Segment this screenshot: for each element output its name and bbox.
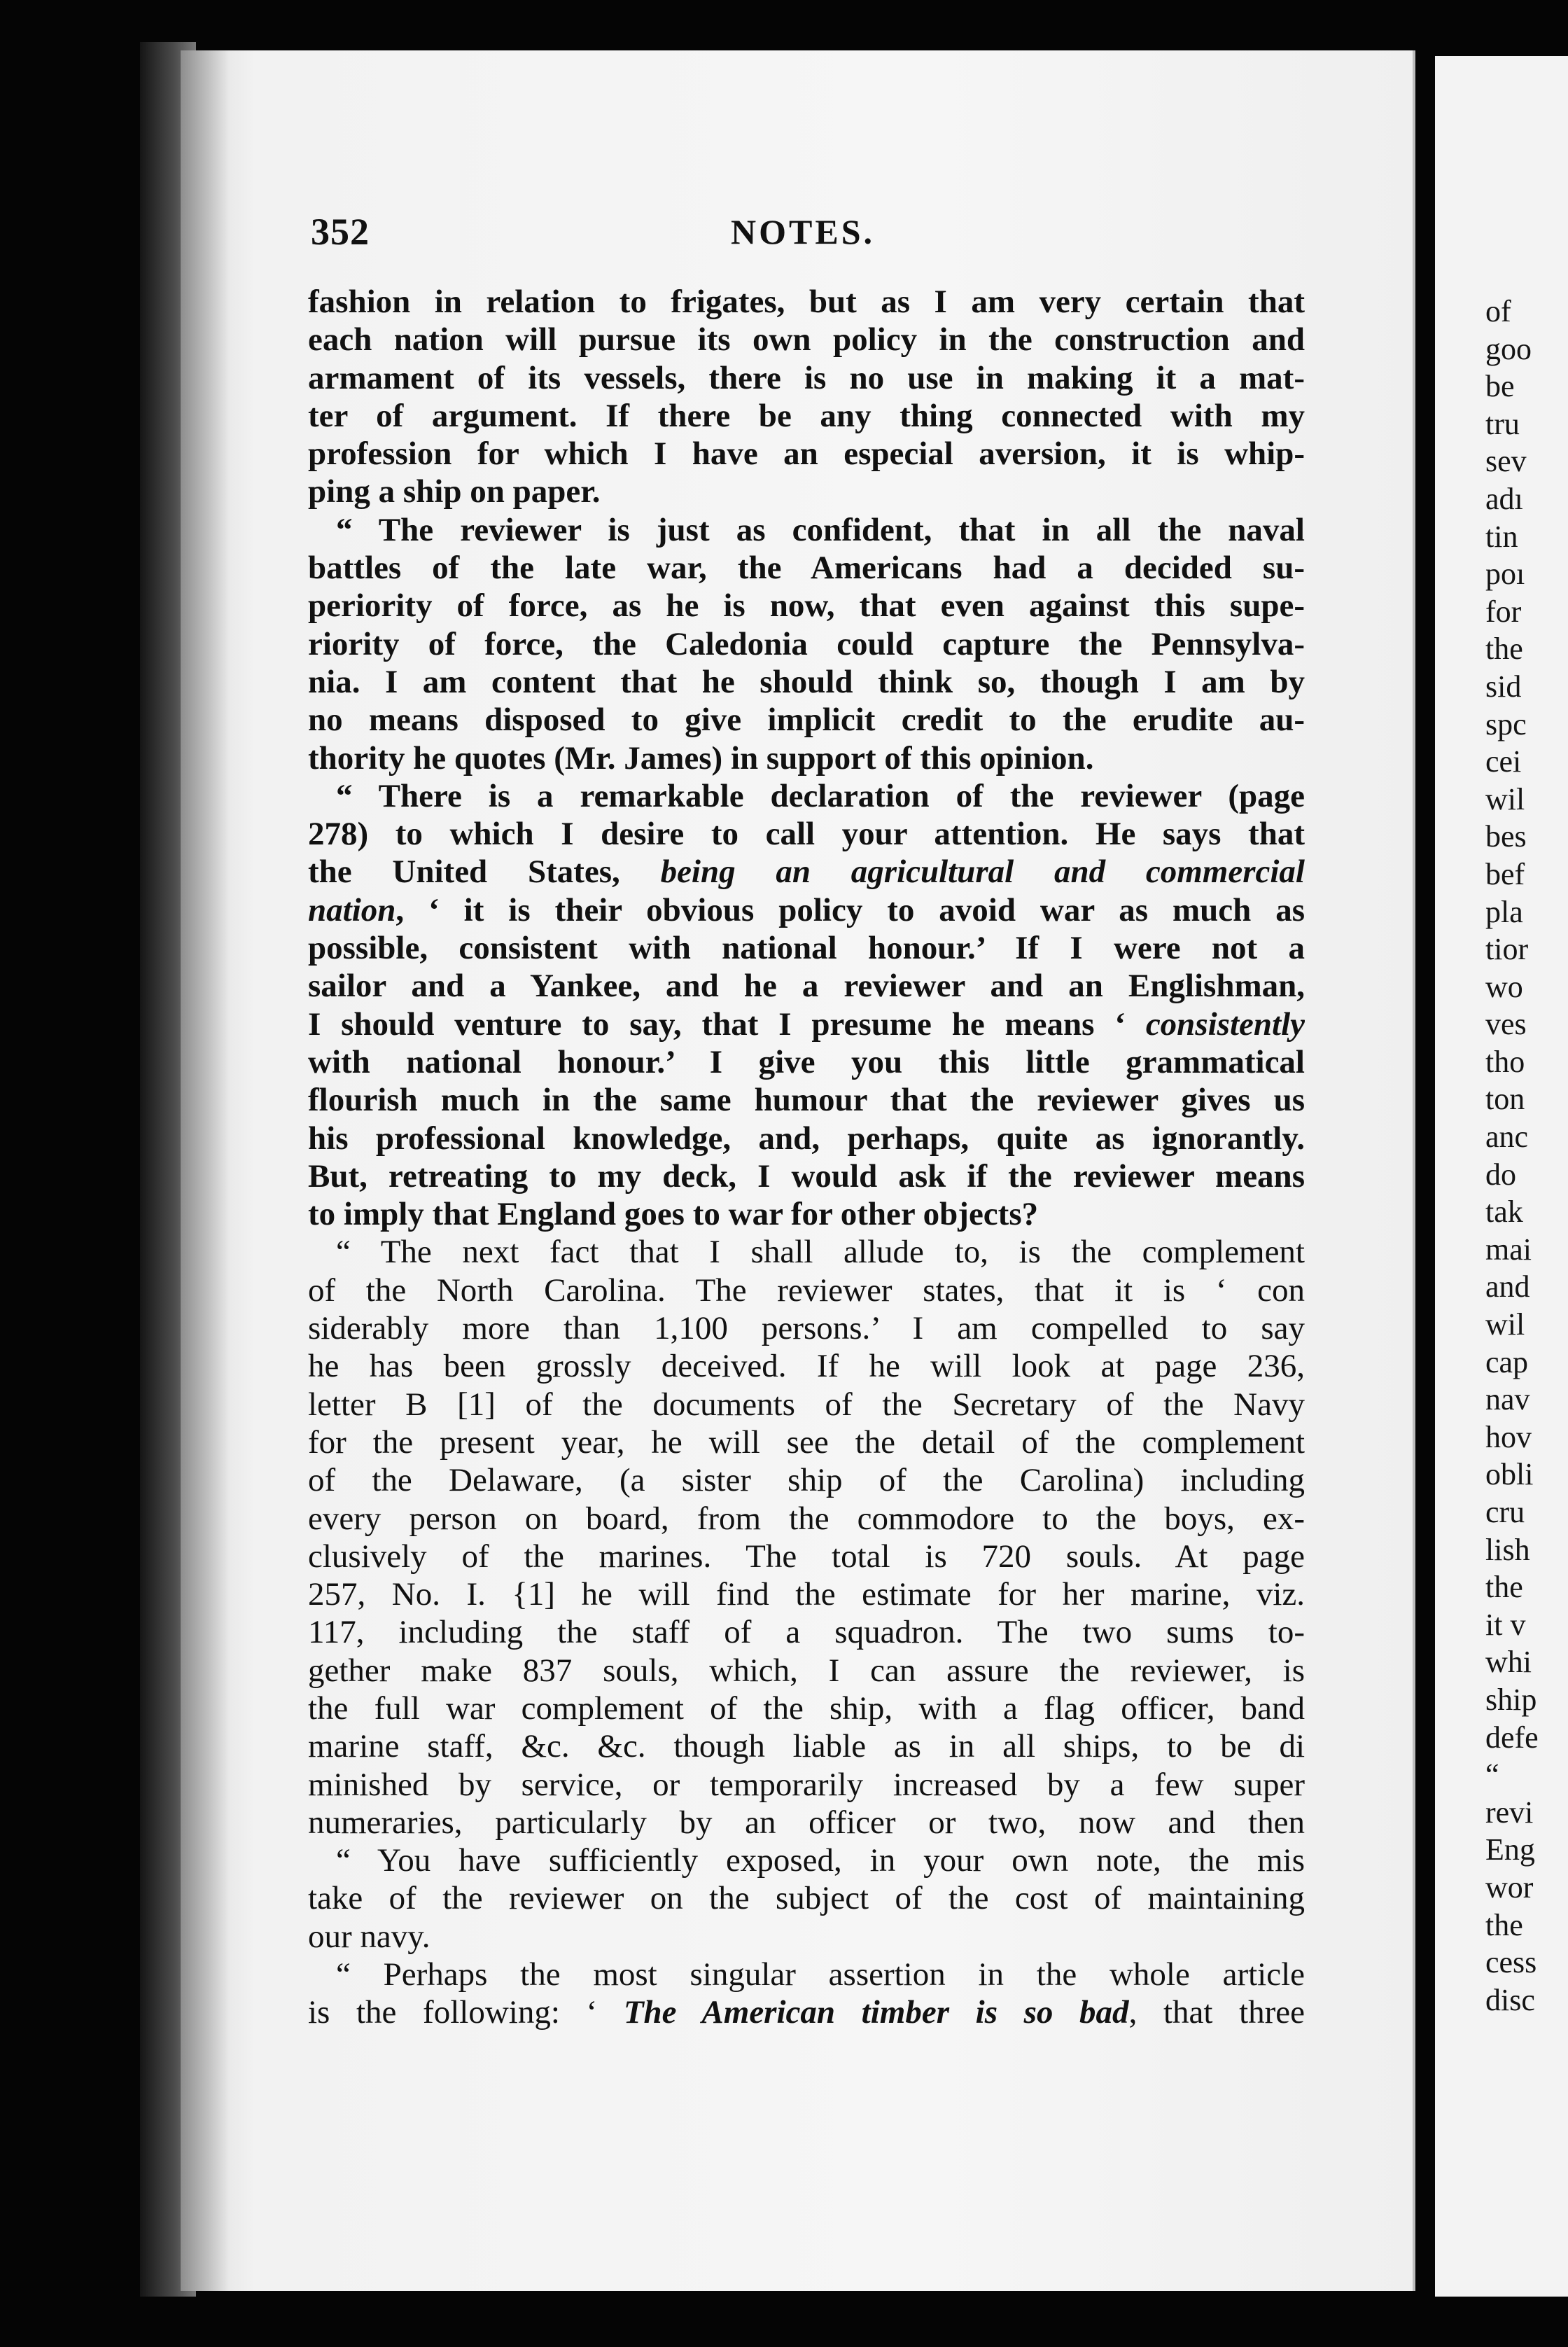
text-line: of the Delaware, (a sister ship of the Carolina) including xyxy=(308,1462,1305,1499)
text-line: periority of force, as he is now, that even against this supe- xyxy=(308,587,1305,625)
facing-text-fragment: revi xyxy=(1485,1795,1534,1830)
text-line: clusively of the marines. The total is 720 souls. At page xyxy=(308,1538,1305,1575)
text-line: armament of its vessels, there is no use in making it a mat- xyxy=(308,359,1305,396)
facing-text-fragment: cei xyxy=(1485,744,1522,779)
text-line: letter B [1] of the documents of the Secretary of the Navy xyxy=(308,1386,1305,1423)
text-line: his professional knowledge, and, perhaps, quite as ignorantly. xyxy=(308,1120,1305,1157)
text-line: every person on board, from the commodore to the boys, ex- xyxy=(308,1500,1305,1537)
running-head xyxy=(311,210,1305,252)
facing-text-fragment: tak xyxy=(1485,1195,1523,1230)
text-line: flourish much in the same humour that the reviewer gives us xyxy=(308,1082,1305,1119)
text-line: for the present year, he will see the detail of the complement xyxy=(308,1423,1305,1461)
text-line: nation, ‘ it is their obvious policy to avoid war as much as xyxy=(308,891,1305,928)
facing-text-fragment: “ xyxy=(1485,1757,1499,1792)
text-line: no means disposed to give implicit credit to the erudite au- xyxy=(308,702,1305,739)
facing-text-fragment: the xyxy=(1485,632,1523,667)
text-line: 117, including the staff of a squadron. The two sums to- xyxy=(308,1614,1305,1651)
text-line: I should venture to say, that I presume he means ‘ consistently xyxy=(308,1005,1305,1043)
page-number: 352 xyxy=(311,211,370,253)
text-line: nia. I am content that he should think so, though I am by xyxy=(308,663,1305,700)
facing-page-text xyxy=(1485,293,1568,2019)
text-line: minished by service, or temporarily increased by a few super xyxy=(308,1766,1305,1803)
text-line: marine staff, &c. &c. though liable as in all ships, to be di xyxy=(308,1728,1305,1765)
facing-text-fragment: hov xyxy=(1485,1419,1532,1454)
facing-text-fragment: bes xyxy=(1485,819,1527,854)
facing-text-fragment: nav xyxy=(1485,1382,1530,1417)
text-line: “ You have sufficiently exposed, in your own note, the mis xyxy=(336,1842,1305,1879)
text-line: profession for which I have an especial aversion, it is whip- xyxy=(308,436,1305,473)
page-binding-shadow xyxy=(181,50,230,2291)
facing-text-fragment: of xyxy=(1485,294,1511,328)
text-line: take of the reviewer on the subject of the cost of maintaining xyxy=(308,1880,1305,1917)
facing-text-fragment: pla xyxy=(1485,894,1523,929)
text-line: ping a ship on paper. xyxy=(308,473,601,510)
text-line: siderably more than 1,100 persons.’ I am compelled to say xyxy=(308,1310,1305,1347)
facing-text-fragment: anc xyxy=(1485,1120,1529,1155)
text-line: gether make 837 souls, which, I can assure the reviewer, is xyxy=(308,1652,1305,1689)
facing-text-fragment: whi xyxy=(1485,1645,1532,1680)
facing-text-fragment: obli xyxy=(1485,1457,1534,1492)
text-line: thority he quotes (Mr. James) in support of this opinion. xyxy=(308,739,1094,776)
running-title: NOTES. xyxy=(731,212,876,251)
facing-text-fragment: adı xyxy=(1485,481,1523,516)
text-line: battles of the late war, the Americans had a decided su- xyxy=(308,550,1305,587)
text-line: of the North Carolina. The reviewer states, that it is ‘ con xyxy=(308,1272,1305,1309)
facing-text-fragment: and xyxy=(1485,1269,1530,1304)
facing-text-fragment: goo xyxy=(1485,331,1532,366)
text-line: “ The reviewer is just as confident, that in all the naval xyxy=(336,511,1305,548)
text-line: with national honour.’ I give you this little grammatical xyxy=(308,1043,1305,1080)
facing-text-fragment: defe xyxy=(1485,1720,1539,1755)
text-line: riority of force, the Caledonia could capture the Pennsylva- xyxy=(308,625,1305,662)
facing-text-fragment: tru xyxy=(1485,406,1520,441)
facing-text-fragment: sev xyxy=(1485,444,1527,479)
facing-text-fragment: the xyxy=(1485,1570,1523,1605)
text-line: each nation will pursue its own policy in the construction and xyxy=(308,321,1305,358)
text-line: the full war complement of the ship, with a flag officer, band xyxy=(308,1690,1305,1727)
facing-text-fragment: cru xyxy=(1485,1495,1525,1529)
facing-text-fragment: tin xyxy=(1485,519,1518,554)
text-line: “ The next fact that I shall allude to, is the complement xyxy=(336,1234,1305,1271)
text-line: the United States, being an agricultural and commercial xyxy=(308,854,1305,891)
facing-text-fragment: wor xyxy=(1485,1869,1534,1904)
facing-text-fragment: spc xyxy=(1485,706,1527,741)
facing-text-fragment: cess xyxy=(1485,1945,1537,1980)
text-line: is the following: ‘ The American timber is so bad, that three xyxy=(308,1994,1305,2031)
facing-text-fragment: for xyxy=(1485,594,1522,629)
text-line: numeraries, particularly by an officer or two, now and then xyxy=(308,1804,1305,1841)
text-line: 278) to which I desire to call your attention. He says that xyxy=(308,816,1305,853)
body-text xyxy=(308,283,1305,2032)
text-line: 257, No. I. {1] he will find the estimate for her marine, viz. xyxy=(308,1576,1305,1613)
facing-text-fragment: mai xyxy=(1485,1232,1532,1267)
facing-text-fragment: sid xyxy=(1485,669,1522,704)
facing-text-fragment: wil xyxy=(1485,781,1525,816)
text-line: fashion in relation to frigates, but as I am very certain that xyxy=(308,284,1305,320)
facing-text-fragment: wo xyxy=(1485,969,1523,1004)
text-line: But, retreating to my deck, I would ask if the reviewer means xyxy=(308,1157,1305,1195)
text-line: “ Perhaps the most singular assertion in the whole article xyxy=(336,1956,1305,1993)
facing-text-fragment: disc xyxy=(1485,1982,1535,2017)
text-line: possible, consistent with national honour.’ If I were not a xyxy=(308,930,1305,967)
text-line: he has been grossly deceived. If he will look at page 236, xyxy=(308,1348,1305,1385)
facing-text-fragment: Eng xyxy=(1485,1832,1535,1867)
text-line: our navy. xyxy=(308,1918,430,1955)
text-line: ter of argument. If there be any thing connected with my xyxy=(308,397,1305,434)
facing-text-fragment: the xyxy=(1485,1907,1523,1942)
facing-text-fragment: tho xyxy=(1485,1044,1525,1079)
facing-text-fragment: be xyxy=(1485,369,1515,404)
text-line: “ There is a remarkable declaration of the reviewer (page xyxy=(336,777,1305,814)
facing-text-fragment: bef xyxy=(1485,856,1525,891)
text-line: sailor and a Yankee, and he a reviewer and an Englishman, xyxy=(308,968,1305,1005)
facing-text-fragment: poı xyxy=(1485,557,1525,592)
facing-text-fragment: tior xyxy=(1485,932,1529,967)
facing-text-fragment: wil xyxy=(1485,1307,1525,1342)
facing-text-fragment: ton xyxy=(1485,1082,1525,1117)
text-line: to imply that England goes to war for other objects? xyxy=(308,1196,1039,1233)
facing-text-fragment: lish xyxy=(1485,1532,1530,1567)
facing-text-fragment: do xyxy=(1485,1157,1516,1192)
facing-text-fragment: cap xyxy=(1485,1344,1529,1379)
facing-text-fragment: ship xyxy=(1485,1682,1537,1717)
facing-text-fragment: ves xyxy=(1485,1007,1527,1042)
facing-text-fragment: it v xyxy=(1485,1607,1526,1642)
